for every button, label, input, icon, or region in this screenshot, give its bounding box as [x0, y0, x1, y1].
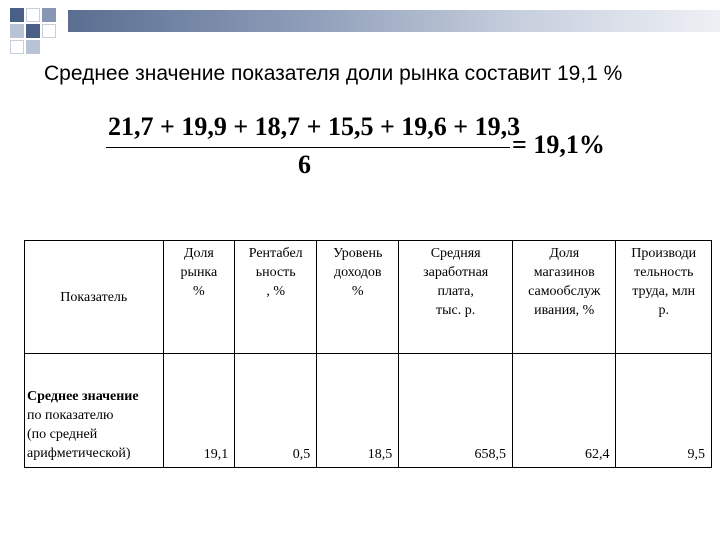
row-label-rest: по показателю (по средней арифметической) — [27, 408, 131, 461]
indicators-table — [24, 240, 712, 468]
header-gradient-bar — [68, 10, 720, 32]
value-profitability: 0,5 — [235, 354, 317, 468]
header-self-service-share: Доля магазинов самообслуж ивания, % — [513, 241, 616, 354]
value-self-service-share: 62,4 — [513, 354, 616, 468]
mean-formula — [100, 112, 620, 182]
table-header-row — [25, 241, 712, 354]
value-average-salary: 658,5 — [399, 354, 513, 468]
header-productivity: Производи тельность труда, млн р. — [616, 241, 712, 354]
header-market-share: Доля рынка % — [163, 241, 235, 354]
header-indicator: Показатель — [25, 241, 164, 354]
formula-result: = 19,1% — [512, 130, 605, 159]
header-average-salary: Средняя заработная плата, тыс. р. — [399, 241, 513, 354]
header-income-level: Уровень доходов % — [317, 241, 399, 354]
row-label-bold: Среднее значение — [27, 389, 139, 404]
value-productivity: 9,5 — [616, 354, 712, 468]
page-heading: Среднее значение показателя доли рынка составит 19,1 % — [44, 62, 623, 85]
row-label — [25, 354, 164, 468]
formula-numerator: 21,7 + 19,9 + 18,7 + 15,5 + 19,6 + 19,3 — [108, 112, 521, 141]
table-row — [25, 354, 712, 468]
formula-denominator: 6 — [298, 150, 311, 179]
value-market-share: 19,1 — [163, 354, 235, 468]
header-profitability: Рентабел ьность , % — [235, 241, 317, 354]
fraction-line — [106, 147, 510, 148]
value-income-level: 18,5 — [317, 354, 399, 468]
